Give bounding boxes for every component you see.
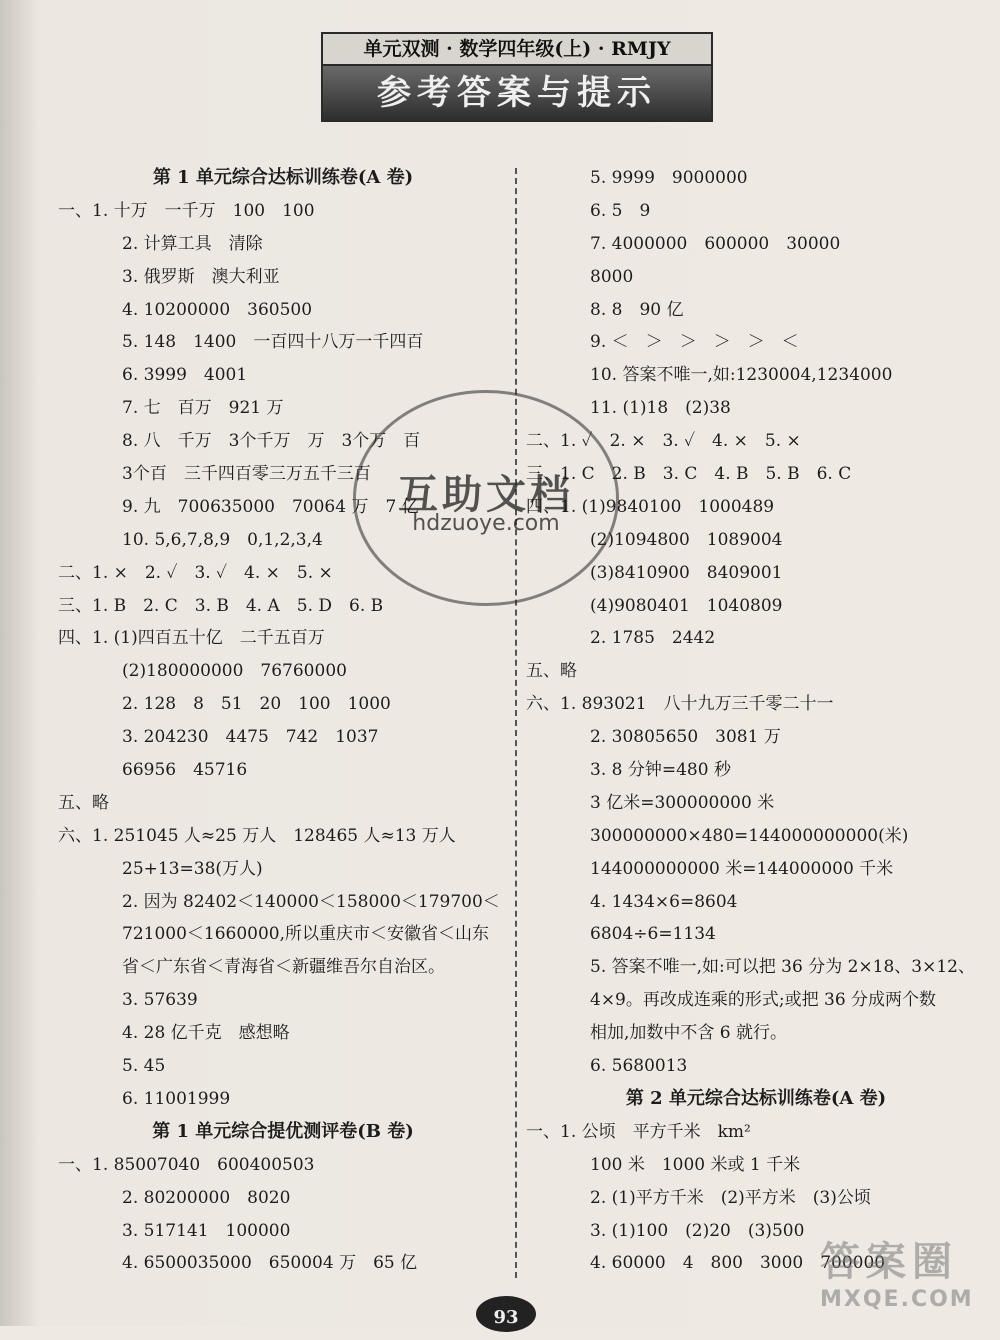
answer-line: 2. 计算工具 清除: [122, 233, 263, 254]
answer-line: 11. (1)18 (2)38: [590, 398, 731, 419]
answer-line: 一、1. 85007040 600400503: [58, 1154, 315, 1175]
answer-line: 6. 3999 4001: [122, 365, 248, 386]
corner-watermark: [820, 1230, 995, 1320]
left-column: [58, 162, 508, 1280]
answer-line: 144000000000 米=144000000 千米: [590, 858, 894, 879]
answer-line: 7. 4000000 600000 30000: [590, 233, 841, 254]
answer-line: 省＜广东省＜青海省＜新疆维吾尔自治区。: [122, 957, 445, 978]
answer-line: 2. 30805650 3081 万: [590, 727, 781, 748]
answer-line: 3. 517141 100000: [122, 1220, 291, 1241]
answer-line: 三、1. B 2. C 3. B 4. A 5. D 6. B: [58, 595, 384, 616]
answer-line: 10. 答案不唯一,如:1230004,1234000: [590, 365, 893, 386]
answer-line: 10. 5,6,7,8,9 0,1,2,3,4: [122, 529, 323, 550]
answer-line: 4. 1434×6=8604: [590, 891, 738, 912]
stamp-url: hdzuoye.com: [412, 511, 560, 536]
answer-line: 三、1. C 2. B 3. C 4. B 5. B 6. C: [526, 464, 852, 485]
answer-line: 6. 5 9: [590, 200, 651, 221]
section-title: 第 1 单元综合达标训练卷(A 卷): [152, 167, 414, 188]
answer-line: 2. 80200000 8020: [122, 1187, 291, 1208]
answer-line: 100 米 1000 米或 1 千米: [590, 1154, 801, 1175]
answer-line: 8. 8 90 亿: [590, 299, 684, 320]
watermark-top: 答案圈: [820, 1239, 958, 1285]
answer-line: (3)8410900 8409001: [590, 562, 783, 583]
answer-line: 六、1. 251045 人≈25 万人 128465 人≈13 万人: [58, 825, 456, 846]
answer-line: 3. (1)100 (2)20 (3)500: [590, 1220, 805, 1241]
answer-line: 3. 57639: [122, 990, 198, 1011]
answer-line: (2)180000000 76760000: [122, 661, 347, 682]
page-number: 93: [476, 1296, 536, 1332]
answer-line: 8. 八 千万 3个千万 万 3个万 百: [122, 431, 421, 452]
answer-line: 2. 因为 82402＜140000＜158000＜179700＜: [122, 891, 500, 912]
answer-line: (2)1094800 1089004: [590, 529, 783, 550]
answer-line: 3. 俄罗斯 澳大利亚: [122, 266, 280, 287]
answer-line: 4. 60000 4 800 3000 700000: [590, 1253, 886, 1274]
answer-line: 9. ＜ ＞ ＞ ＞ ＞ ＜: [590, 332, 799, 353]
answer-line: 8000: [590, 266, 634, 287]
answer-line: 2. (1)平方千米 (2)平方米 (3)公顷: [590, 1187, 871, 1208]
answer-line: 3个百 三千四百零三万五千三百: [122, 464, 371, 485]
answer-line: 3 亿米=300000000 米: [590, 792, 775, 813]
answer-line: 5. 148 1400 一百四十八万一千四百: [122, 332, 424, 353]
answer-line: 4×9。再改成连乘的形式;或把 36 分成两个数: [590, 990, 937, 1011]
answer-line: 4. 28 亿千克 感想略: [122, 1023, 290, 1044]
banner-subtitle: 单元双测 · 数学四年级(上) · RMJY: [323, 34, 711, 66]
answer-line: 四、1. (1)四百五十亿 二千五百万: [58, 628, 325, 649]
watermark-stamp: [353, 390, 619, 606]
stamp-title: 互助文档: [398, 472, 574, 518]
answer-line: 7. 七 百万 921 万: [122, 398, 284, 419]
section-title: 第 2 单元综合达标训练卷(A 卷): [625, 1087, 887, 1109]
answer-line: 5. 9999 9000000: [590, 168, 748, 188]
answer-line: 二、1. ✓ 2. × 3. ✓ 4. × 5. ×: [526, 431, 801, 452]
answer-line: 9. 九 700635000 70064 万 7 亿: [122, 496, 419, 517]
answer-line: 相加,加数中不含 6 就行。: [590, 1023, 788, 1044]
answer-line: 五、略: [58, 792, 109, 813]
answer-line: 4. 6500035000 650004 万 65 亿: [122, 1253, 418, 1274]
answer-line: 6. 11001999: [122, 1088, 231, 1109]
answer-line: 五、略: [526, 661, 577, 682]
answer-line: 4. 10200000 360500: [122, 299, 313, 320]
answer-line: (4)9080401 1040809: [590, 595, 783, 616]
answer-line: 四、1. (1)9840100 1000489: [526, 496, 775, 517]
right-column: [526, 162, 986, 1280]
column-divider: [515, 168, 517, 1278]
answer-line: 300000000×480=144000000000(米): [590, 825, 909, 846]
section-title: 第 1 单元综合提优测评卷(B 卷): [152, 1120, 414, 1142]
answer-line: 5. 45: [122, 1056, 166, 1077]
watermark-bottom: MXQE.COM: [820, 1287, 974, 1312]
answer-line: 66956 45716: [122, 760, 248, 781]
answer-line: 3. 8 分钟=480 秒: [590, 760, 731, 781]
answer-line: 二、1. × 2. ✓ 3. ✓ 4. × 5. ×: [58, 562, 333, 583]
answer-line: 5. 答案不唯一,如:可以把 36 分为 2×18、3×12、: [590, 957, 975, 978]
answer-line: 一、1. 十万 一千万 100 100: [58, 200, 315, 221]
answer-line: 3. 204230 4475 742 1037: [122, 727, 379, 748]
banner-title: 参考答案与提示: [323, 66, 711, 120]
answer-line: 721000＜1660000,所以重庆市＜安徽省＜山东: [122, 924, 490, 945]
answer-line: 2. 128 8 51 20 100 1000: [122, 694, 391, 715]
answer-line: 6. 5680013: [590, 1056, 688, 1077]
answer-line: 一、1. 公顷 平方千米 km²: [526, 1121, 751, 1142]
title-banner: [321, 32, 713, 122]
answer-line: 25+13=38(万人): [122, 858, 263, 879]
answer-line: 六、1. 893021 八十九万三千零二十一: [526, 694, 834, 715]
answer-line: 2. 1785 2442: [590, 628, 716, 649]
answer-line: 6804÷6=1134: [590, 924, 716, 945]
